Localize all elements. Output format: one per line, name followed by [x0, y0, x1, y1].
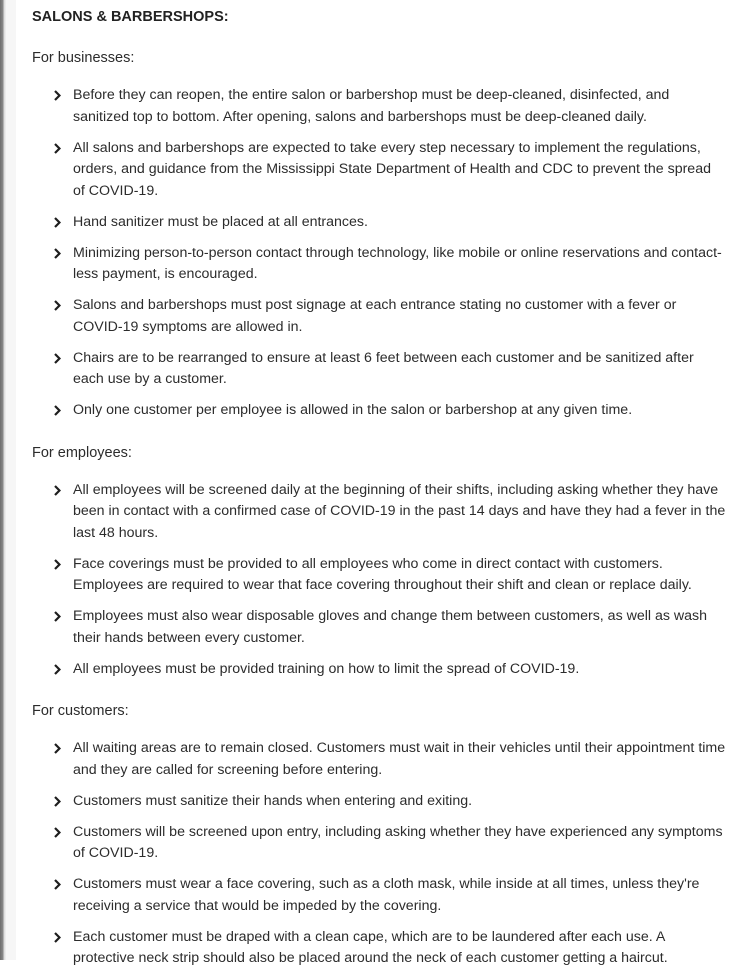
list-item	[32, 295, 726, 338]
list-item-text: Each customer must be draped with a clean cape, which are to be laundered after each use. A protective neck strip should also be placed around the neck of each customer getting a haircut.	[73, 928, 668, 966]
chevron-right-icon	[54, 879, 61, 890]
list-item	[32, 791, 726, 813]
list-item-text: Face coverings must be provided to all employees who come in direct contact with customers. Employees are required to wear that face covering throughout their shift and clean or replace daily.	[73, 555, 692, 593]
section-label: For businesses:	[32, 50, 135, 66]
bullet-list	[32, 85, 726, 422]
chevron-right-icon	[54, 248, 61, 259]
list-item-text: All employees will be screened daily at the beginning of their shifts, including asking whether they have been in contact with a confirmed case of COVID-19 in the past 14 days and have they had a fever in the last 48 hours.	[73, 481, 726, 541]
chevron-right-icon	[54, 217, 61, 228]
chevron-right-icon	[54, 664, 61, 675]
list-item	[32, 927, 726, 970]
section-label: For employees:	[32, 444, 132, 461]
chevron-right-icon	[54, 485, 61, 496]
chevron-right-icon	[54, 743, 61, 754]
section-label: For customers:	[32, 703, 129, 719]
chevron-right-icon	[54, 796, 61, 807]
list-item	[32, 554, 726, 597]
list-item	[32, 400, 726, 422]
list-item-text: Customers must wear a face covering, such as a cloth mask, while inside at all times, unless they're receiving a service that would be impeded by the covering.	[73, 876, 700, 914]
chevron-right-icon	[54, 405, 61, 416]
bullet-list	[32, 738, 726, 970]
list-item	[32, 822, 726, 865]
list-item-text: Employees must also wear disposable gloves and change them between customers, as well as wash their hands between every customer.	[73, 608, 708, 646]
chevron-right-icon	[54, 932, 61, 943]
document-body	[32, 0, 726, 970]
left-margin	[6, 0, 16, 960]
list-item	[32, 138, 726, 203]
list-item	[32, 659, 726, 681]
chevron-right-icon	[54, 559, 61, 570]
list-item	[32, 85, 726, 128]
list-item-text: Chairs are to be rearranged to ensure at least 6 feet between each customer and be sanitized after each use by a customer.	[73, 349, 694, 387]
sections	[32, 50, 726, 970]
chevron-right-icon	[54, 300, 61, 311]
list-item-text: Minimizing person-to-person contact through technology, like mobile or online reservations and contact-less payment, is encouraged.	[73, 244, 722, 282]
list-item	[32, 212, 726, 234]
page-title: SALONS & BARBERSHOPS:	[32, 9, 229, 25]
list-item-text: Customers must sanitize their hands when entering and exiting.	[73, 792, 473, 809]
list-item-text: All salons and barbershops are expected to take every step necessary to implement the regulations, orders, and guidance from the Mississippi State Department of Health and CDC to prevent the spread of COVID-19.	[73, 139, 711, 199]
list-item-text: Only one customer per employee is allowed in the salon or barbershop at any given time.	[73, 402, 633, 418]
list-item	[32, 738, 726, 781]
list-item	[32, 874, 726, 917]
list-item-text: Hand sanitizer must be placed at all entrances.	[73, 213, 368, 230]
list-item	[32, 348, 726, 391]
chevron-right-icon	[54, 143, 61, 154]
list-item-text: All employees must be provided training on how to limit the spread of COVID-19.	[73, 660, 580, 677]
chevron-right-icon	[54, 90, 61, 101]
bullet-list	[32, 480, 726, 681]
list-item-text: All waiting areas are to remain closed. Customers must wait in their vehicles until their appointment time and they are called for screening before entering.	[73, 740, 726, 778]
list-item	[32, 480, 726, 545]
list-item	[32, 606, 726, 649]
chevron-right-icon	[54, 827, 61, 838]
list-item-text: Before they can reopen, the entire salon or barbershop must be deep-cleaned, disinfected, and sanitized top to bottom. After opening, salons and barbershops must be deep-cleaned daily.	[73, 87, 670, 125]
list-item-text: Customers will be screened upon entry, including asking whether they have experienced any symptoms of COVID-19.	[73, 823, 723, 861]
list-item	[32, 243, 726, 286]
chevron-right-icon	[54, 611, 61, 622]
chevron-right-icon	[54, 353, 61, 364]
list-item-text: Salons and barbershops must post signage at each entrance stating no customer with a fever or COVID-19 symptoms are allowed in.	[73, 297, 677, 335]
